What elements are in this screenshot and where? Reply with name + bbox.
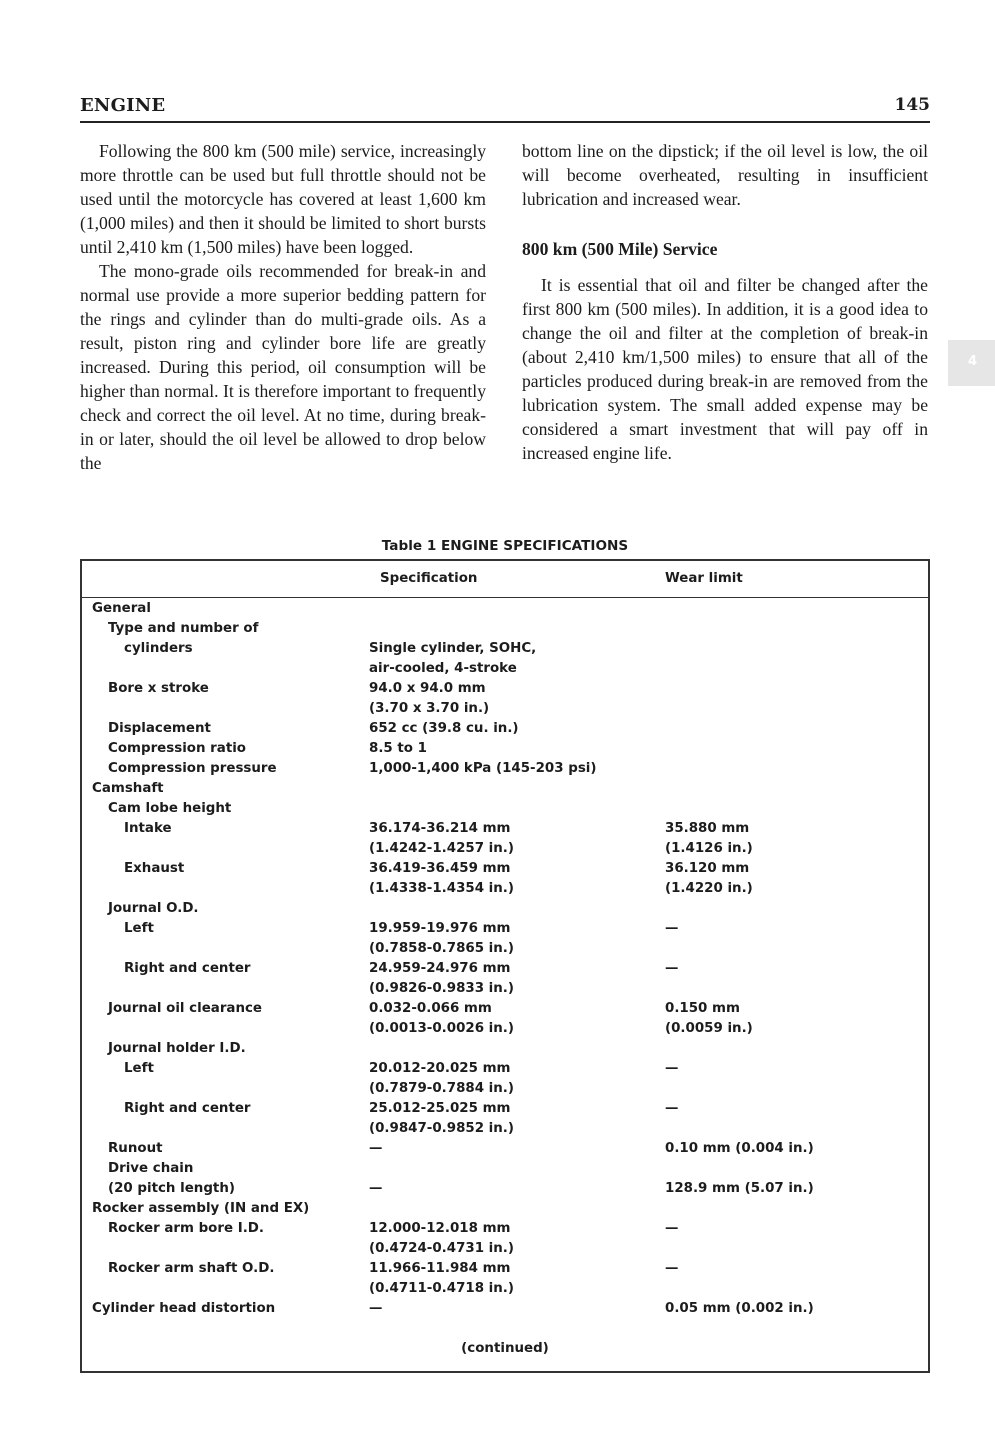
spec-value: 11.966-11.984 mm bbox=[369, 1261, 511, 1276]
spec-value: 1,000-1,400 kPa (145-203 psi) bbox=[369, 761, 597, 776]
table-row bbox=[82, 919, 928, 939]
paragraph-break-in: Following the 800 km (500 mile) service, increasingly more throttle can be used but full throttle should not be used until the motorcycle has covered at least 1,600 km (1,000 miles) and then it should be limited to short bursts until 2,410 km (1,500 miles) have been logged. bbox=[80, 141, 486, 257]
wear-limit-value: 128.9 mm (5.07 in.) bbox=[665, 1181, 814, 1196]
table-row bbox=[82, 1199, 928, 1219]
table-row bbox=[82, 1239, 928, 1259]
paragraph-continuation: bottom line on the dipstick; if the oil level is low, the oil will become overheated, resulting in insufficient lubrication and increased wear. bbox=[522, 141, 928, 209]
table-row bbox=[82, 1259, 928, 1279]
table-row bbox=[82, 1059, 928, 1079]
table-body bbox=[82, 599, 928, 1319]
spec-value: (0.4724-0.4731 in.) bbox=[369, 1241, 515, 1256]
spec-item-label: Rocker arm shaft O.D. bbox=[108, 1261, 275, 1276]
table-row bbox=[82, 999, 928, 1019]
left-column bbox=[80, 139, 486, 475]
spec-item-label: Intake bbox=[124, 821, 172, 836]
wear-limit-value: (1.4126 in.) bbox=[665, 841, 753, 856]
section-title: ENGINE bbox=[80, 95, 166, 116]
table-row bbox=[82, 1279, 928, 1299]
spec-item-label: Left bbox=[124, 1061, 154, 1076]
wear-limit-value: — bbox=[665, 921, 679, 936]
table-row bbox=[82, 599, 928, 619]
spec-item-label: Cam lobe height bbox=[108, 801, 232, 816]
spec-value: (0.4711-0.4718 in.) bbox=[369, 1281, 515, 1296]
header-wear-limit: Wear limit bbox=[665, 571, 743, 586]
spec-item-label: Displacement bbox=[108, 721, 211, 736]
spec-value: (0.9826-0.9833 in.) bbox=[369, 981, 515, 996]
spec-value: 20.012-20.025 mm bbox=[369, 1061, 511, 1076]
table-row bbox=[82, 939, 928, 959]
table-row bbox=[82, 1039, 928, 1059]
table-row bbox=[82, 1079, 928, 1099]
spec-value: 94.0 x 94.0 mm bbox=[369, 681, 486, 696]
spec-item-label: Camshaft bbox=[92, 781, 164, 796]
table-row bbox=[82, 859, 928, 879]
spec-value: Single cylinder, SOHC, bbox=[369, 641, 537, 656]
spec-value: (0.7879-0.7884 in.) bbox=[369, 1081, 515, 1096]
spec-item-label: cylinders bbox=[124, 641, 193, 656]
wear-limit-value: (0.0059 in.) bbox=[665, 1021, 753, 1036]
spec-value: (0.9847-0.9852 in.) bbox=[369, 1121, 515, 1136]
spec-item-label: Journal O.D. bbox=[108, 901, 199, 916]
table-row bbox=[82, 899, 928, 919]
spec-value: (1.4242-1.4257 in.) bbox=[369, 841, 515, 856]
spec-item-label: Compression pressure bbox=[108, 761, 277, 776]
spec-value: 652 cc (39.8 cu. in.) bbox=[369, 721, 519, 736]
spec-value: — bbox=[369, 1141, 383, 1156]
header-specification: Specification bbox=[380, 571, 478, 586]
table-row bbox=[82, 799, 928, 819]
spec-value: air-cooled, 4-stroke bbox=[369, 661, 517, 676]
spec-value: (0.0013-0.0026 in.) bbox=[369, 1021, 515, 1036]
wear-limit-value: 0.05 mm (0.002 in.) bbox=[665, 1301, 814, 1316]
chapter-tab-marker bbox=[948, 340, 995, 386]
spec-item-label: Right and center bbox=[124, 961, 251, 976]
spec-item-label: (20 pitch length) bbox=[108, 1181, 235, 1196]
spec-item-label: Type and number of bbox=[108, 621, 259, 636]
spec-value: 12.000-12.018 mm bbox=[369, 1221, 511, 1236]
spec-item-label: Journal holder I.D. bbox=[108, 1041, 246, 1056]
page-number: 145 bbox=[894, 95, 930, 115]
table-row bbox=[82, 839, 928, 859]
paragraph-oils: The mono-grade oils recommended for break-in and normal use provide a more superior bedding pattern for the rings and cylinder than do multi-grade oils. As a result, piston ring and cylinder bore life are greatly increased. During this period, oil consumption will be higher than normal. It is therefore important to frequently check and correct the oil level. At no time, during break-in or later, should the oil level be allowed to drop below the bbox=[80, 261, 486, 473]
table-row bbox=[82, 739, 928, 759]
table-row bbox=[82, 1219, 928, 1239]
table-row bbox=[82, 639, 928, 659]
spec-value: (3.70 x 3.70 in.) bbox=[369, 701, 490, 716]
spec-item-label: Rocker assembly (IN and EX) bbox=[92, 1201, 310, 1216]
spec-item-label: Cylinder head distortion bbox=[92, 1301, 276, 1316]
wear-limit-value: — bbox=[665, 1261, 679, 1276]
spec-value: 19.959-19.976 mm bbox=[369, 921, 511, 936]
table-row bbox=[82, 1019, 928, 1039]
table-row bbox=[82, 659, 928, 679]
spec-item-label: Bore x stroke bbox=[108, 681, 209, 696]
spec-value: (0.7858-0.7865 in.) bbox=[369, 941, 515, 956]
spec-value: 24.959-24.976 mm bbox=[369, 961, 511, 976]
table-row bbox=[82, 1119, 928, 1139]
right-column bbox=[522, 139, 928, 465]
spec-item-label: Runout bbox=[108, 1141, 163, 1156]
table-row bbox=[82, 1159, 928, 1179]
spec-value: — bbox=[369, 1181, 383, 1196]
spec-item-label: Exhaust bbox=[124, 861, 185, 876]
spec-item-label: Left bbox=[124, 921, 154, 936]
page-header bbox=[80, 95, 930, 123]
spec-value: 36.419-36.459 mm bbox=[369, 861, 511, 876]
table-row bbox=[82, 959, 928, 979]
spec-item-label: Right and center bbox=[124, 1101, 251, 1116]
table-row bbox=[82, 819, 928, 839]
table-row bbox=[82, 619, 928, 639]
table-title: Table 1 ENGINE SPECIFICATIONS bbox=[381, 538, 629, 554]
table-row bbox=[82, 679, 928, 699]
spec-item-label: Rocker arm bore I.D. bbox=[108, 1221, 264, 1236]
spec-item-label: General bbox=[92, 601, 151, 616]
table-row bbox=[82, 1099, 928, 1119]
spec-item-label: Drive chain bbox=[108, 1161, 194, 1176]
spec-item-label: Compression ratio bbox=[108, 741, 247, 756]
wear-limit-value: 36.120 mm bbox=[665, 861, 750, 876]
engine-specifications-table bbox=[80, 559, 930, 1373]
table-continued-note: (continued) bbox=[461, 1341, 549, 1356]
wear-limit-value: — bbox=[665, 1101, 679, 1116]
table-row bbox=[82, 1139, 928, 1159]
wear-limit-value: 0.150 mm bbox=[665, 1001, 740, 1016]
table-header bbox=[82, 561, 928, 598]
spec-value: 8.5 to 1 bbox=[369, 741, 427, 756]
wear-limit-value: 35.880 mm bbox=[665, 821, 750, 836]
table-row bbox=[82, 699, 928, 719]
paragraph-service: It is essential that oil and filter be changed after the first 800 km (500 miles). In addition, it is a good idea to change the oil and filter at the completion of break-in (about 2,410 km/1,500 miles) to ensure that all of the particles produced during break-in are removed from the lubrication system. The small added expense may be considered a smart investment that will pay off in increased engine life. bbox=[522, 275, 928, 463]
spec-value: 36.174-36.214 mm bbox=[369, 821, 511, 836]
wear-limit-value: — bbox=[665, 961, 679, 976]
table-row bbox=[82, 1179, 928, 1199]
table-row bbox=[82, 719, 928, 739]
table-row bbox=[82, 879, 928, 899]
wear-limit-value: (1.4220 in.) bbox=[665, 881, 753, 896]
chapter-tab-number: 4 bbox=[968, 354, 978, 369]
table-row bbox=[82, 779, 928, 799]
wear-limit-value: 0.10 mm (0.004 in.) bbox=[665, 1141, 814, 1156]
spec-value: — bbox=[369, 1301, 383, 1316]
spec-value: 25.012-25.025 mm bbox=[369, 1101, 511, 1116]
spec-item-label: Journal oil clearance bbox=[108, 1001, 263, 1016]
service-heading: 800 km (500 Mile) Service bbox=[522, 239, 718, 259]
spec-value: 0.032-0.066 mm bbox=[369, 1001, 492, 1016]
table-row bbox=[82, 979, 928, 999]
spec-value: (1.4338-1.4354 in.) bbox=[369, 881, 515, 896]
table-row bbox=[82, 1299, 928, 1319]
wear-limit-value: — bbox=[665, 1221, 679, 1236]
wear-limit-value: — bbox=[665, 1061, 679, 1076]
table-row bbox=[82, 759, 928, 779]
